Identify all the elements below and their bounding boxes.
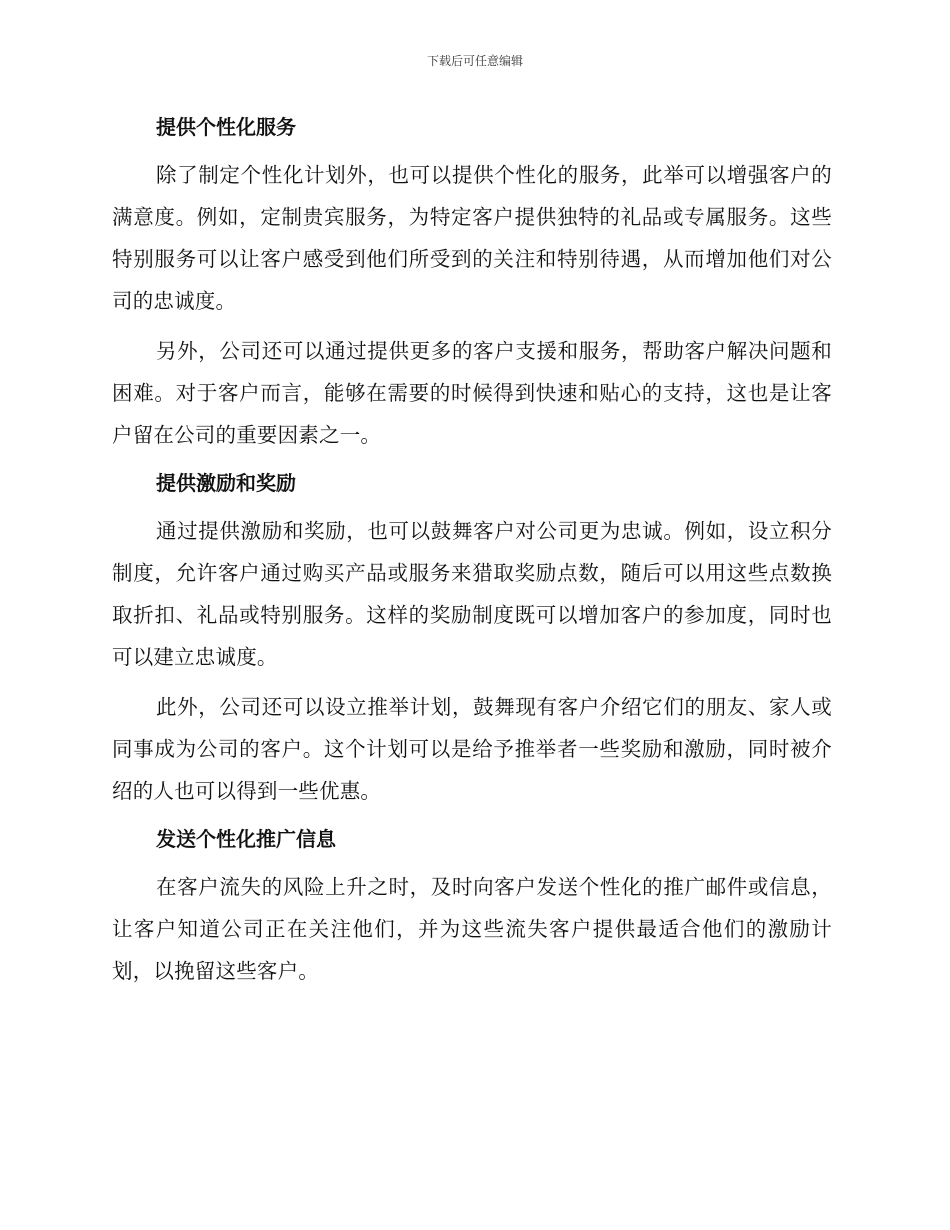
document-body bbox=[112, 108, 832, 992]
page-header-note: 下载后可任意编辑 bbox=[426, 54, 523, 68]
section-heading-personalized-service: 提供个性化服务 bbox=[156, 115, 296, 139]
paragraph: 在客户流失的风险上升之时，及时向客户发送个性化的推广邮件或信息，让客户知道公司正在关注他们，并为这些流失客户提供最适合他们的激励计划，以挽留这些客户。 bbox=[112, 875, 832, 983]
section-heading-personalized-promotion: 发送个性化推广信息 bbox=[156, 827, 336, 851]
paragraph: 另外，公司还可以通过提供更多的客户支援和服务，帮助客户解决问题和困难。对于客户而言，能够在需要的时候得到快速和贴心的支持，这也是让客户留在公司的重要因素之一。 bbox=[112, 339, 832, 447]
paragraph: 除了制定个性化计划外，也可以提供个性化的服务，此举可以增强客户的满意度。例如，定制贵宾服务，为特定客户提供独特的礼品或专属服务。这些特别服务可以让客户感受到他们所受到的关注和特别待遇，从而增加他们对公司的忠诚度。 bbox=[112, 163, 832, 313]
section-heading-incentives-rewards: 提供激励和奖励 bbox=[156, 471, 296, 495]
paragraph: 此外，公司还可以设立推举计划，鼓舞现有客户介绍它们的朋友、家人或同事成为公司的客户。这个计划可以是给予推举者一些奖励和激励，同时被介绍的人也可以得到一些优惠。 bbox=[112, 695, 832, 803]
paragraph: 通过提供激励和奖励，也可以鼓舞客户对公司更为忠诚。例如，设立积分制度，允许客户通过购买产品或服务来猎取奖励点数，随后可以用这些点数换取折扣、礼品或特别服务。这样的奖励制度既可以增加客户的参加度，同时也可以建立忠诚度。 bbox=[112, 519, 832, 669]
